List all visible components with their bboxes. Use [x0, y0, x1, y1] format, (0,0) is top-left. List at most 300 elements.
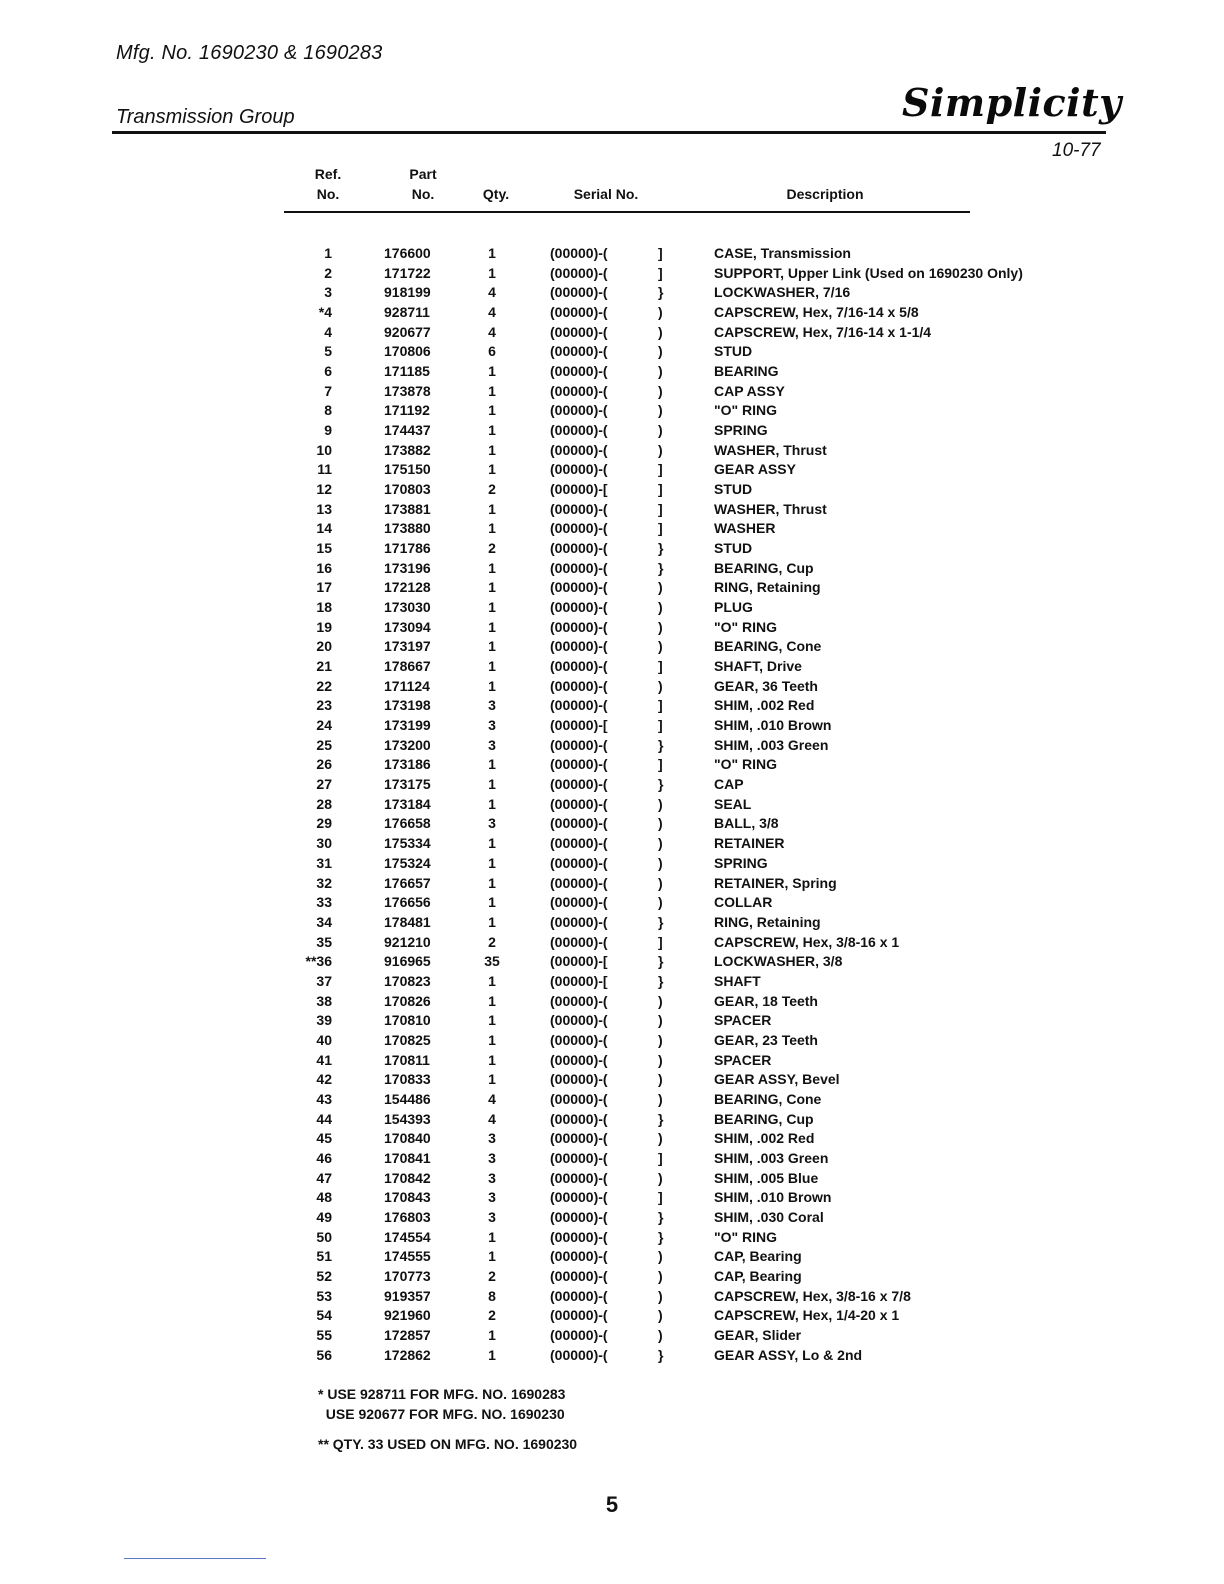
ref-number: 6	[324, 363, 332, 380]
quantity: 1	[488, 520, 496, 537]
quantity: 1	[488, 854, 496, 871]
quantity: 3	[488, 697, 496, 714]
quantity: 1	[488, 422, 496, 439]
part-number: 154393	[384, 1110, 431, 1127]
part-number: 170773	[384, 1267, 431, 1284]
quantity: 1	[488, 500, 496, 517]
serial-range: (00000)-(	[550, 894, 608, 911]
serial-range: (00000)-(	[550, 1012, 608, 1029]
ref-number: 30	[316, 835, 332, 852]
quantity: 1	[488, 776, 496, 793]
part-number: 173199	[384, 717, 431, 734]
part-number: 170806	[384, 343, 431, 360]
serial-range: (00000)-(	[550, 559, 608, 576]
quantity: 1	[488, 894, 496, 911]
serial-close: }	[658, 1228, 664, 1245]
quantity: 1	[488, 874, 496, 891]
part-number: 170841	[384, 1149, 431, 1166]
serial-close: }	[658, 1346, 664, 1363]
ref-number: 5	[324, 343, 332, 360]
serial-range: (00000)-(	[550, 441, 608, 458]
quantity: 1	[488, 1071, 496, 1088]
ref-number: 11	[317, 461, 332, 478]
part-number: 170840	[384, 1130, 431, 1147]
quantity: 3	[488, 1130, 496, 1147]
table-row	[0, 1287, 1224, 1307]
quantity: 1	[488, 363, 496, 380]
ref-number: 8	[324, 402, 332, 419]
table-row	[0, 1110, 1224, 1130]
part-number: 176656	[384, 894, 431, 911]
serial-range: (00000)-(	[550, 500, 608, 517]
quantity: 1	[488, 441, 496, 458]
description: RETAINER, Spring	[714, 874, 837, 891]
serial-range: (00000)-(	[550, 1287, 608, 1304]
serial-close: ]	[658, 481, 663, 498]
table-row	[0, 342, 1224, 362]
ref-number: 28	[316, 795, 332, 812]
table-row	[0, 441, 1224, 461]
ref-number: 35	[316, 933, 332, 950]
table-row	[0, 1031, 1224, 1051]
serial-range: (00000)-(	[550, 579, 608, 596]
quantity: 1	[488, 795, 496, 812]
description: WASHER	[714, 520, 776, 537]
quantity: 1	[488, 1051, 496, 1068]
ref-number: 41	[316, 1051, 332, 1068]
ref-number: 51	[316, 1248, 332, 1265]
serial-range: (00000)-(	[550, 854, 608, 871]
description: SPACER	[714, 1051, 772, 1068]
part-number: 928711	[384, 304, 430, 321]
part-number: 172128	[384, 579, 431, 596]
serial-close: ]	[658, 1189, 663, 1206]
table-row	[0, 657, 1224, 677]
table-row	[0, 362, 1224, 382]
quantity: 35	[484, 953, 500, 970]
part-number: 174554	[384, 1228, 431, 1245]
description: SHIM, .030 Coral	[714, 1208, 824, 1225]
table-row	[0, 618, 1224, 638]
serial-range: (00000)-[	[550, 953, 608, 970]
serial-close: )	[658, 1051, 663, 1068]
table-row	[0, 460, 1224, 480]
description: BEARING, Cone	[714, 1090, 822, 1107]
description: "O" RING	[714, 1228, 778, 1245]
serial-range: (00000)-(	[550, 776, 608, 793]
description: SHIM, .005 Blue	[714, 1169, 819, 1186]
serial-range: (00000)-(	[550, 402, 608, 419]
description: SEAL	[714, 795, 752, 812]
table-row	[0, 637, 1224, 657]
table-row	[0, 1247, 1224, 1267]
ref-number: 43	[316, 1090, 332, 1107]
part-number: 173030	[384, 599, 431, 616]
serial-close: )	[658, 677, 663, 694]
serial-close: }	[658, 953, 664, 970]
column-header-qty: Qty.	[482, 186, 510, 202]
description: GEAR, 23 Teeth	[714, 1031, 818, 1048]
quantity: 2	[488, 481, 496, 498]
table-row	[0, 775, 1224, 795]
quantity: 1	[488, 579, 496, 596]
description: CAPSCREW, Hex, 1/4-20 x 1	[714, 1307, 900, 1324]
ref-number: 55	[316, 1326, 332, 1343]
quantity: 1	[488, 1228, 496, 1245]
ref-number: 53	[316, 1287, 332, 1304]
table-row	[0, 1188, 1224, 1208]
column-header-description: Description	[786, 186, 864, 202]
column-header-ref-line2: No.	[316, 186, 340, 202]
part-number: 175334	[384, 835, 431, 852]
description: COLLAR	[714, 894, 773, 911]
mfg-number: Mfg. No. 1690230 & 1690283	[116, 42, 383, 64]
quantity: 2	[488, 1307, 496, 1324]
serial-range: (00000)-(	[550, 304, 608, 321]
table-row	[0, 1208, 1224, 1228]
serial-close: )	[658, 992, 663, 1009]
part-number: 921960	[384, 1307, 431, 1324]
serial-range: (00000)-(	[550, 1031, 608, 1048]
quantity: 1	[488, 756, 496, 773]
quantity: 4	[488, 304, 496, 321]
part-number: 170823	[384, 972, 431, 989]
part-number: 171722	[384, 264, 431, 281]
part-number: 921210	[384, 933, 431, 950]
description: BEARING	[714, 363, 779, 380]
serial-range: (00000)-(	[550, 1130, 608, 1147]
table-row	[0, 1267, 1224, 1287]
description: STUD	[714, 343, 753, 360]
serial-close: )	[658, 323, 663, 340]
serial-close: )	[658, 441, 663, 458]
description: BEARING, Cup	[714, 1110, 814, 1127]
parts-list	[0, 244, 1224, 1365]
serial-range: (00000)-(	[550, 461, 608, 478]
part-number: 170810	[384, 1012, 431, 1029]
table-row	[0, 933, 1224, 953]
part-number: 173878	[384, 382, 431, 399]
serial-close: )	[658, 579, 663, 596]
quantity: 1	[488, 992, 496, 1009]
description: SPRING	[714, 422, 768, 439]
table-row	[0, 578, 1224, 598]
part-number: 173197	[384, 638, 431, 655]
quantity: 3	[488, 815, 496, 832]
part-number: 170826	[384, 992, 431, 1009]
description: SHAFT, Drive	[714, 658, 802, 675]
quantity: 2	[488, 933, 496, 950]
description: RETAINER	[714, 835, 785, 852]
ref-number: 20	[316, 638, 332, 655]
description: CAPSCREW, Hex, 7/16-14 x 1-1/4	[714, 323, 932, 340]
part-number: 171185	[384, 363, 430, 380]
description: "O" RING	[714, 618, 778, 635]
ref-number: 45	[316, 1130, 332, 1147]
serial-close: }	[658, 1110, 664, 1127]
ref-number: 33	[316, 894, 332, 911]
table-row	[0, 1169, 1224, 1189]
serial-range: (00000)-(	[550, 1071, 608, 1088]
table-row	[0, 303, 1224, 323]
table-row	[0, 755, 1224, 775]
description: LOCKWASHER, 3/8	[714, 953, 843, 970]
serial-close: )	[658, 1267, 663, 1284]
table-row	[0, 716, 1224, 736]
description: BEARING, Cone	[714, 638, 822, 655]
serial-close: ]	[658, 245, 663, 261]
ref-number: 44	[316, 1110, 332, 1127]
quantity: 1	[488, 618, 496, 635]
ref-number: 22	[316, 677, 332, 694]
column-header-part-line2: No.	[411, 186, 435, 202]
table-row	[0, 795, 1224, 815]
serial-close: ]	[658, 697, 663, 714]
group-title: Transmission Group	[116, 106, 295, 128]
part-number: 173196	[384, 559, 431, 576]
ref-number: 9	[324, 422, 332, 439]
description: SHIM, .003 Green	[714, 736, 829, 753]
serial-range: (00000)-(	[550, 874, 608, 891]
ref-number: 21	[316, 658, 332, 675]
table-row	[0, 244, 1224, 264]
serial-range: (00000)-[	[550, 717, 608, 734]
table-row	[0, 854, 1224, 874]
part-number: 173184	[384, 795, 431, 812]
quantity: 1	[488, 599, 496, 616]
ref-number: 13	[316, 500, 332, 517]
serial-range: (00000)-(	[550, 795, 608, 812]
description: PLUG	[714, 599, 753, 616]
part-number: 178667	[384, 658, 431, 675]
serial-range: (00000)-(	[550, 815, 608, 832]
ref-number: 12	[316, 481, 332, 498]
ref-number: 3	[324, 284, 332, 301]
quantity: 4	[488, 1110, 496, 1127]
table-row	[0, 834, 1224, 854]
description: RING, Retaining	[714, 913, 821, 930]
serial-close: )	[658, 795, 663, 812]
part-number: 173882	[384, 441, 431, 458]
table-row	[0, 480, 1224, 500]
serial-range: (00000)-[	[550, 972, 608, 989]
table-row	[0, 1228, 1224, 1248]
column-header-serial: Serial No.	[573, 186, 639, 202]
description: SHIM, .010 Brown	[714, 717, 832, 734]
table-row	[0, 1346, 1224, 1366]
serial-range: (00000)-(	[550, 1169, 608, 1186]
description: "O" RING	[714, 756, 778, 773]
ref-number: 25	[316, 736, 332, 753]
table-row	[0, 559, 1224, 579]
serial-range: (00000)-(	[550, 913, 608, 930]
part-number: 174555	[384, 1248, 431, 1265]
serial-close: )	[658, 618, 663, 635]
part-number: 170842	[384, 1169, 431, 1186]
part-number: 170811	[384, 1051, 430, 1068]
page-number: 5	[605, 1492, 619, 1517]
table-row	[0, 874, 1224, 894]
description: WASHER, Thrust	[714, 500, 827, 517]
ref-number: 52	[316, 1267, 332, 1284]
serial-close: }	[658, 1208, 664, 1225]
quantity: 6	[488, 343, 496, 360]
quantity: 3	[488, 736, 496, 753]
part-number: 170803	[384, 481, 431, 498]
quantity: 2	[488, 1267, 496, 1284]
serial-close: )	[658, 1012, 663, 1029]
serial-close: )	[658, 599, 663, 616]
ref-number: 39	[316, 1012, 332, 1029]
part-number: 171786	[384, 540, 431, 557]
serial-range: (00000)-(	[550, 245, 608, 261]
description: LOCKWASHER, 7/16	[714, 284, 851, 301]
serial-close: )	[658, 1248, 663, 1265]
description: SPRING	[714, 854, 768, 871]
description: GEAR ASSY, Lo & 2nd	[714, 1346, 863, 1363]
quantity: 1	[488, 972, 496, 989]
serial-close: )	[658, 1130, 663, 1147]
description: GEAR ASSY	[714, 461, 796, 478]
table-row	[0, 677, 1224, 697]
part-number: 171192	[384, 402, 430, 419]
serial-range: (00000)-(	[550, 992, 608, 1009]
column-header-part	[396, 164, 450, 204]
serial-close: ]	[658, 717, 663, 734]
part-number: 173175	[384, 776, 431, 793]
ref-number: 34	[316, 913, 332, 930]
serial-close: )	[658, 638, 663, 655]
ref-number: 49	[316, 1208, 332, 1225]
serial-range: (00000)-(	[550, 1228, 608, 1245]
quantity: 4	[488, 284, 496, 301]
quantity: 1	[488, 835, 496, 852]
ref-number: 2	[324, 264, 332, 281]
table-row	[0, 952, 1224, 972]
serial-range: (00000)-(	[550, 638, 608, 655]
quantity: 3	[488, 717, 496, 734]
serial-range: (00000)-(	[550, 1149, 608, 1166]
part-number: 172857	[384, 1326, 431, 1343]
serial-close: )	[658, 874, 663, 891]
table-row	[0, 1326, 1224, 1346]
table-row	[0, 283, 1224, 303]
quantity: 8	[488, 1287, 496, 1304]
serial-close: ]	[658, 500, 663, 517]
serial-close: ]	[658, 933, 663, 950]
part-number: 173186	[384, 756, 431, 773]
serial-close: }	[658, 972, 664, 989]
column-header-ref	[306, 164, 350, 204]
serial-range: (00000)-(	[550, 1051, 608, 1068]
description: CAPSCREW, Hex, 3/8-16 x 7/8	[714, 1287, 911, 1304]
part-number: 176600	[384, 245, 431, 261]
description: BEARING, Cup	[714, 559, 814, 576]
serial-close: }	[658, 736, 664, 753]
serial-range: (00000)-(	[550, 618, 608, 635]
serial-range: (00000)-(	[550, 382, 608, 399]
serial-range: (00000)-(	[550, 1189, 608, 1206]
ref-number: 50	[316, 1228, 332, 1245]
description: CAPSCREW, Hex, 7/16-14 x 5/8	[714, 304, 919, 321]
serial-range: (00000)-(	[550, 599, 608, 616]
table-row	[0, 736, 1224, 756]
serial-range: (00000)-(	[550, 1326, 608, 1343]
serial-range: (00000)-(	[550, 736, 608, 753]
quantity: 1	[488, 1012, 496, 1029]
quantity: 1	[488, 1346, 496, 1363]
serial-range: (00000)-(	[550, 1090, 608, 1107]
serial-close: ]	[658, 264, 663, 281]
table-row	[0, 992, 1224, 1012]
part-number: 154486	[384, 1090, 431, 1107]
serial-close: ]	[658, 520, 663, 537]
ref-number: 23	[316, 697, 332, 714]
serial-close: )	[658, 854, 663, 871]
part-number: 176803	[384, 1208, 431, 1225]
serial-close: }	[658, 540, 664, 557]
quantity: 4	[488, 323, 496, 340]
table-row	[0, 1149, 1224, 1169]
description: CAP, Bearing	[714, 1248, 802, 1265]
ref-number: 10	[316, 441, 332, 458]
ref-number: 4	[324, 323, 332, 340]
table-row	[0, 401, 1224, 421]
table-row	[0, 1090, 1224, 1110]
serial-close: )	[658, 1307, 663, 1324]
ref-number: 38	[316, 992, 332, 1009]
ref-number: *4	[318, 304, 332, 321]
serial-range: (00000)-(	[550, 658, 608, 675]
serial-range: (00000)-(	[550, 835, 608, 852]
quantity: 1	[488, 559, 496, 576]
ref-number: 56	[316, 1346, 332, 1363]
quantity: 1	[488, 677, 496, 694]
part-number: 172862	[384, 1346, 431, 1363]
ref-number: 14	[316, 520, 332, 537]
serial-range: (00000)-(	[550, 422, 608, 439]
serial-close: }	[658, 284, 664, 301]
ref-number: 32	[316, 874, 332, 891]
quantity: 3	[488, 1189, 496, 1206]
description: SHIM, .002 Red	[714, 1130, 815, 1147]
serial-close: )	[658, 382, 663, 399]
serial-close: ]	[658, 756, 663, 773]
quantity: 1	[488, 245, 496, 261]
quantity: 1	[488, 1031, 496, 1048]
table-row	[0, 598, 1224, 618]
part-number: 916965	[384, 953, 431, 970]
quantity: 1	[488, 1248, 496, 1265]
quantity: 3	[488, 1208, 496, 1225]
description: RING, Retaining	[714, 579, 821, 596]
serial-close: )	[658, 422, 663, 439]
ref-number: 1	[324, 245, 332, 261]
table-row	[0, 519, 1224, 539]
part-number: 174437	[384, 422, 431, 439]
serial-close: )	[658, 1326, 663, 1343]
brand-logo: Simplicity	[902, 80, 1122, 125]
description: STUD	[714, 540, 753, 557]
serial-range: (00000)-(	[550, 343, 608, 360]
serial-range: (00000)-(	[550, 284, 608, 301]
column-header-rule	[284, 211, 970, 213]
ref-number: 48	[316, 1189, 332, 1206]
ref-number: 31	[316, 854, 332, 871]
description: SHIM, .002 Red	[714, 697, 815, 714]
table-row	[0, 500, 1224, 520]
part-number: 173198	[384, 697, 431, 714]
